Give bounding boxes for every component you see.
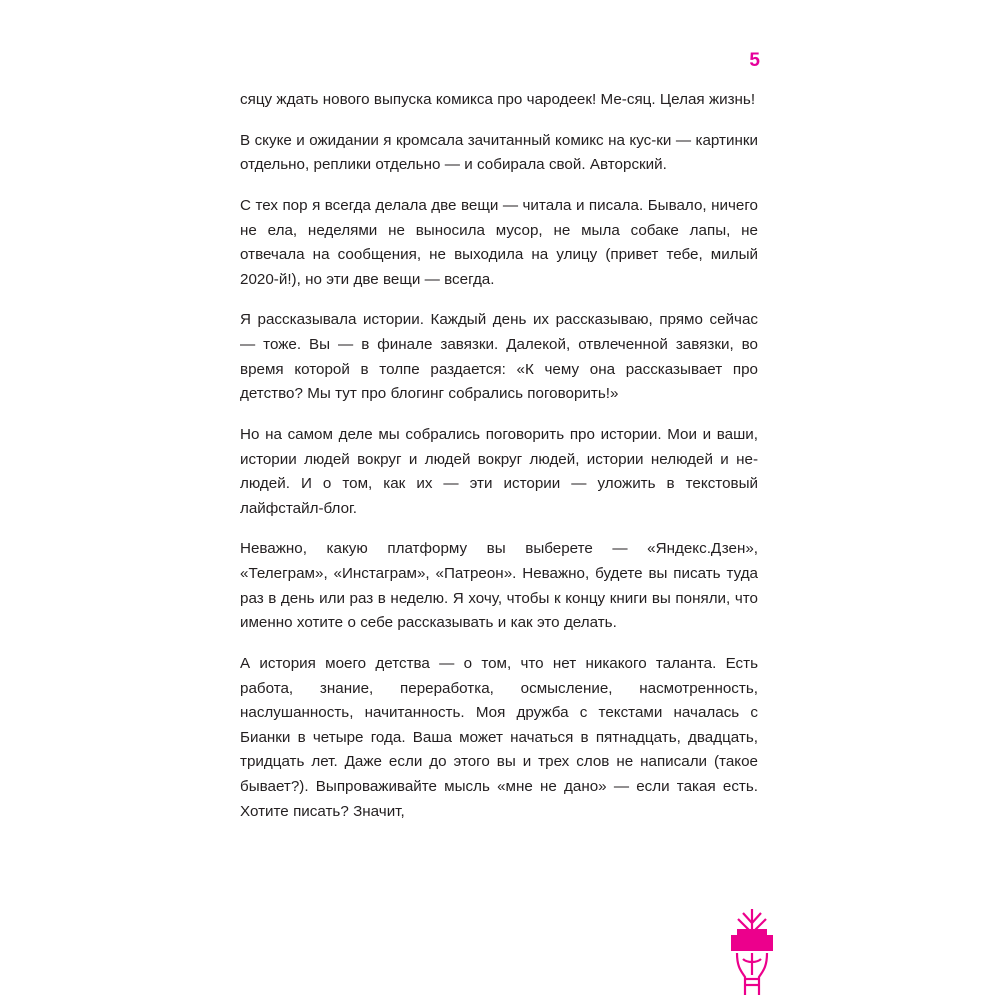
paragraph: Но на самом деле мы собрались поговорить про истории. Мои и ваши, истории людей вокруг и людей вокруг людей, истории нелюдей и не-людей. И о том, как их — эти истории — уложить в текстовый лайфстайл-блог.: [240, 425, 758, 517]
paragraph: В скуке и ожидании я кромсала зачитанный комикс на кус-ки — картинки отдельно, реплики отдельно — и собирала свой. Авторский.: [240, 131, 758, 174]
paragraph: А история моего детства — о том, что нет никакого таланта. Есть работа, знание, переработка, осмысление, насмотренность, наслушанность, начитанность. Моя дружба с текстами началась с Бианки в четыре года. Ваша может начаться в пятнадцать, двадцать, тридцать лет. Даже если до этого вы и трех слов не написали (такое бывает?). Выпроваживайте мысль «мне не дано» — если такая есть. Хотите писать? Значит,: [240, 654, 758, 820]
paragraph: Неважно, какую платформу вы выберете — «Яндекс.Дзен», «Телеграм», «Инстаграм», «Патреон». Неважно, будете вы писать туда раз в день или раз в неделю. Я хочу, чтобы к концу книги вы поняли, что именно хотите о себе рассказывать и как это делать.: [240, 540, 758, 632]
publisher-emblem-icon: [707, 905, 797, 997]
paragraph: Я рассказывала истории. Каждый день их рассказываю, прямо сейчас — тоже. Вы — в финале завязки. Далекой, отвлеченной завязки, во время которой в толпе раздается: «К чему она рассказывает про детство? Мы тут про блогинг собрались поговорить!»: [240, 311, 758, 403]
paragraph: С тех пор я всегда делала две вещи — читала и писала. Бывало, ничего не ела, неделями не выносила мусор, не мыла собаке лапы, не отвечала на сообщения, не выходила на улицу (привет тебе, милый 2020-й!), но эти две вещи — всегда.: [240, 196, 758, 288]
page-number: 5: [749, 50, 760, 71]
page-body: [240, 88, 758, 824]
paragraph: сяцу ждать нового выпуска комикса про чародеек! Ме-сяц. Целая жизнь!: [240, 91, 756, 108]
